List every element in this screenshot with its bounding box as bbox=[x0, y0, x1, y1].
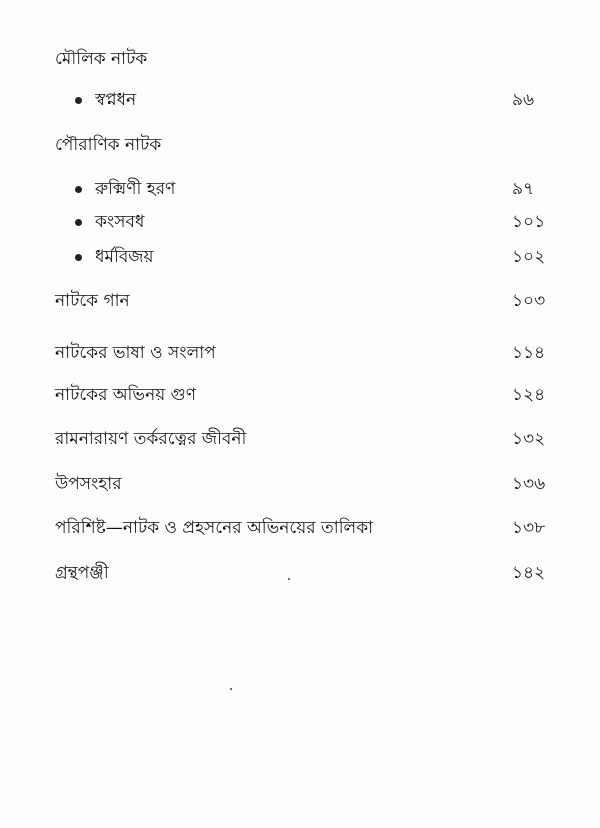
scan-speck bbox=[288, 578, 290, 580]
bullet-icon bbox=[75, 254, 82, 261]
toc-item-dharmabijoy bbox=[0, 242, 600, 272]
toc-item-appendix bbox=[0, 513, 600, 543]
bullet-icon bbox=[75, 186, 82, 193]
toc-item-label: উপসংহার bbox=[55, 474, 122, 494]
toc-page-number: ১০৩ bbox=[512, 291, 546, 311]
toc-page-number: ৯৬ bbox=[512, 90, 535, 110]
toc-page-number: ১৩৮ bbox=[512, 518, 546, 538]
toc-item-label: রামনারায়ণ তর্করত্নের জীবনী bbox=[55, 429, 247, 449]
toc-page-number: ১০১ bbox=[512, 212, 546, 232]
toc-item-label: নাটকের ভাষা ও সংলাপ bbox=[55, 343, 216, 363]
toc-item-label: স্বপ্নধন bbox=[95, 90, 137, 110]
toc-item-label: রুক্মিণী হরণ bbox=[95, 179, 176, 199]
toc-page-number: ১০২ bbox=[512, 247, 546, 267]
toc-page-number: ১৩২ bbox=[512, 429, 546, 449]
toc-item-label: নাটকের অভিনয় গুণ bbox=[55, 385, 196, 405]
toc-item-label: ধর্মবিজয় bbox=[95, 247, 154, 267]
toc-item-biography bbox=[0, 424, 600, 454]
toc-item-swapnadhan bbox=[0, 85, 600, 115]
toc-item-acting-quality bbox=[0, 380, 600, 410]
toc-heading-label: মৌলিক নাটক bbox=[55, 49, 148, 69]
toc-item-language-dialogue bbox=[0, 338, 600, 368]
bullet-icon bbox=[75, 97, 82, 104]
toc-item-label: নাটকে গান bbox=[55, 291, 130, 311]
toc-page-number: ১৪২ bbox=[512, 563, 546, 583]
toc-item-rukmini-haran bbox=[0, 174, 600, 204]
toc-page-number: ১১৪ bbox=[512, 343, 546, 363]
toc-item-label: পরিশিষ্ট—নাটক ও প্রহসনের অভিনয়ের তালিকা bbox=[55, 518, 374, 538]
bullet-icon bbox=[75, 219, 82, 226]
toc-item-label: গ্রন্থপঞ্জী bbox=[55, 563, 109, 583]
toc-item-label: কংসবধ bbox=[95, 212, 145, 232]
toc-item-songs-in-plays bbox=[0, 286, 600, 316]
toc-item-kansabadh bbox=[0, 207, 600, 237]
toc-page-number: ১২৪ bbox=[512, 385, 546, 405]
toc-heading-label: পৌরাণিক নাটক bbox=[55, 135, 162, 155]
toc-page-number: ৯৭ bbox=[512, 179, 535, 199]
toc-item-bibliography bbox=[0, 558, 600, 588]
toc-heading-original-plays bbox=[0, 44, 600, 74]
toc-heading-mythological-plays bbox=[0, 130, 600, 160]
toc-item-conclusion bbox=[0, 469, 600, 499]
scan-speck bbox=[230, 688, 232, 690]
toc-page-number: ১৩৬ bbox=[512, 474, 546, 494]
